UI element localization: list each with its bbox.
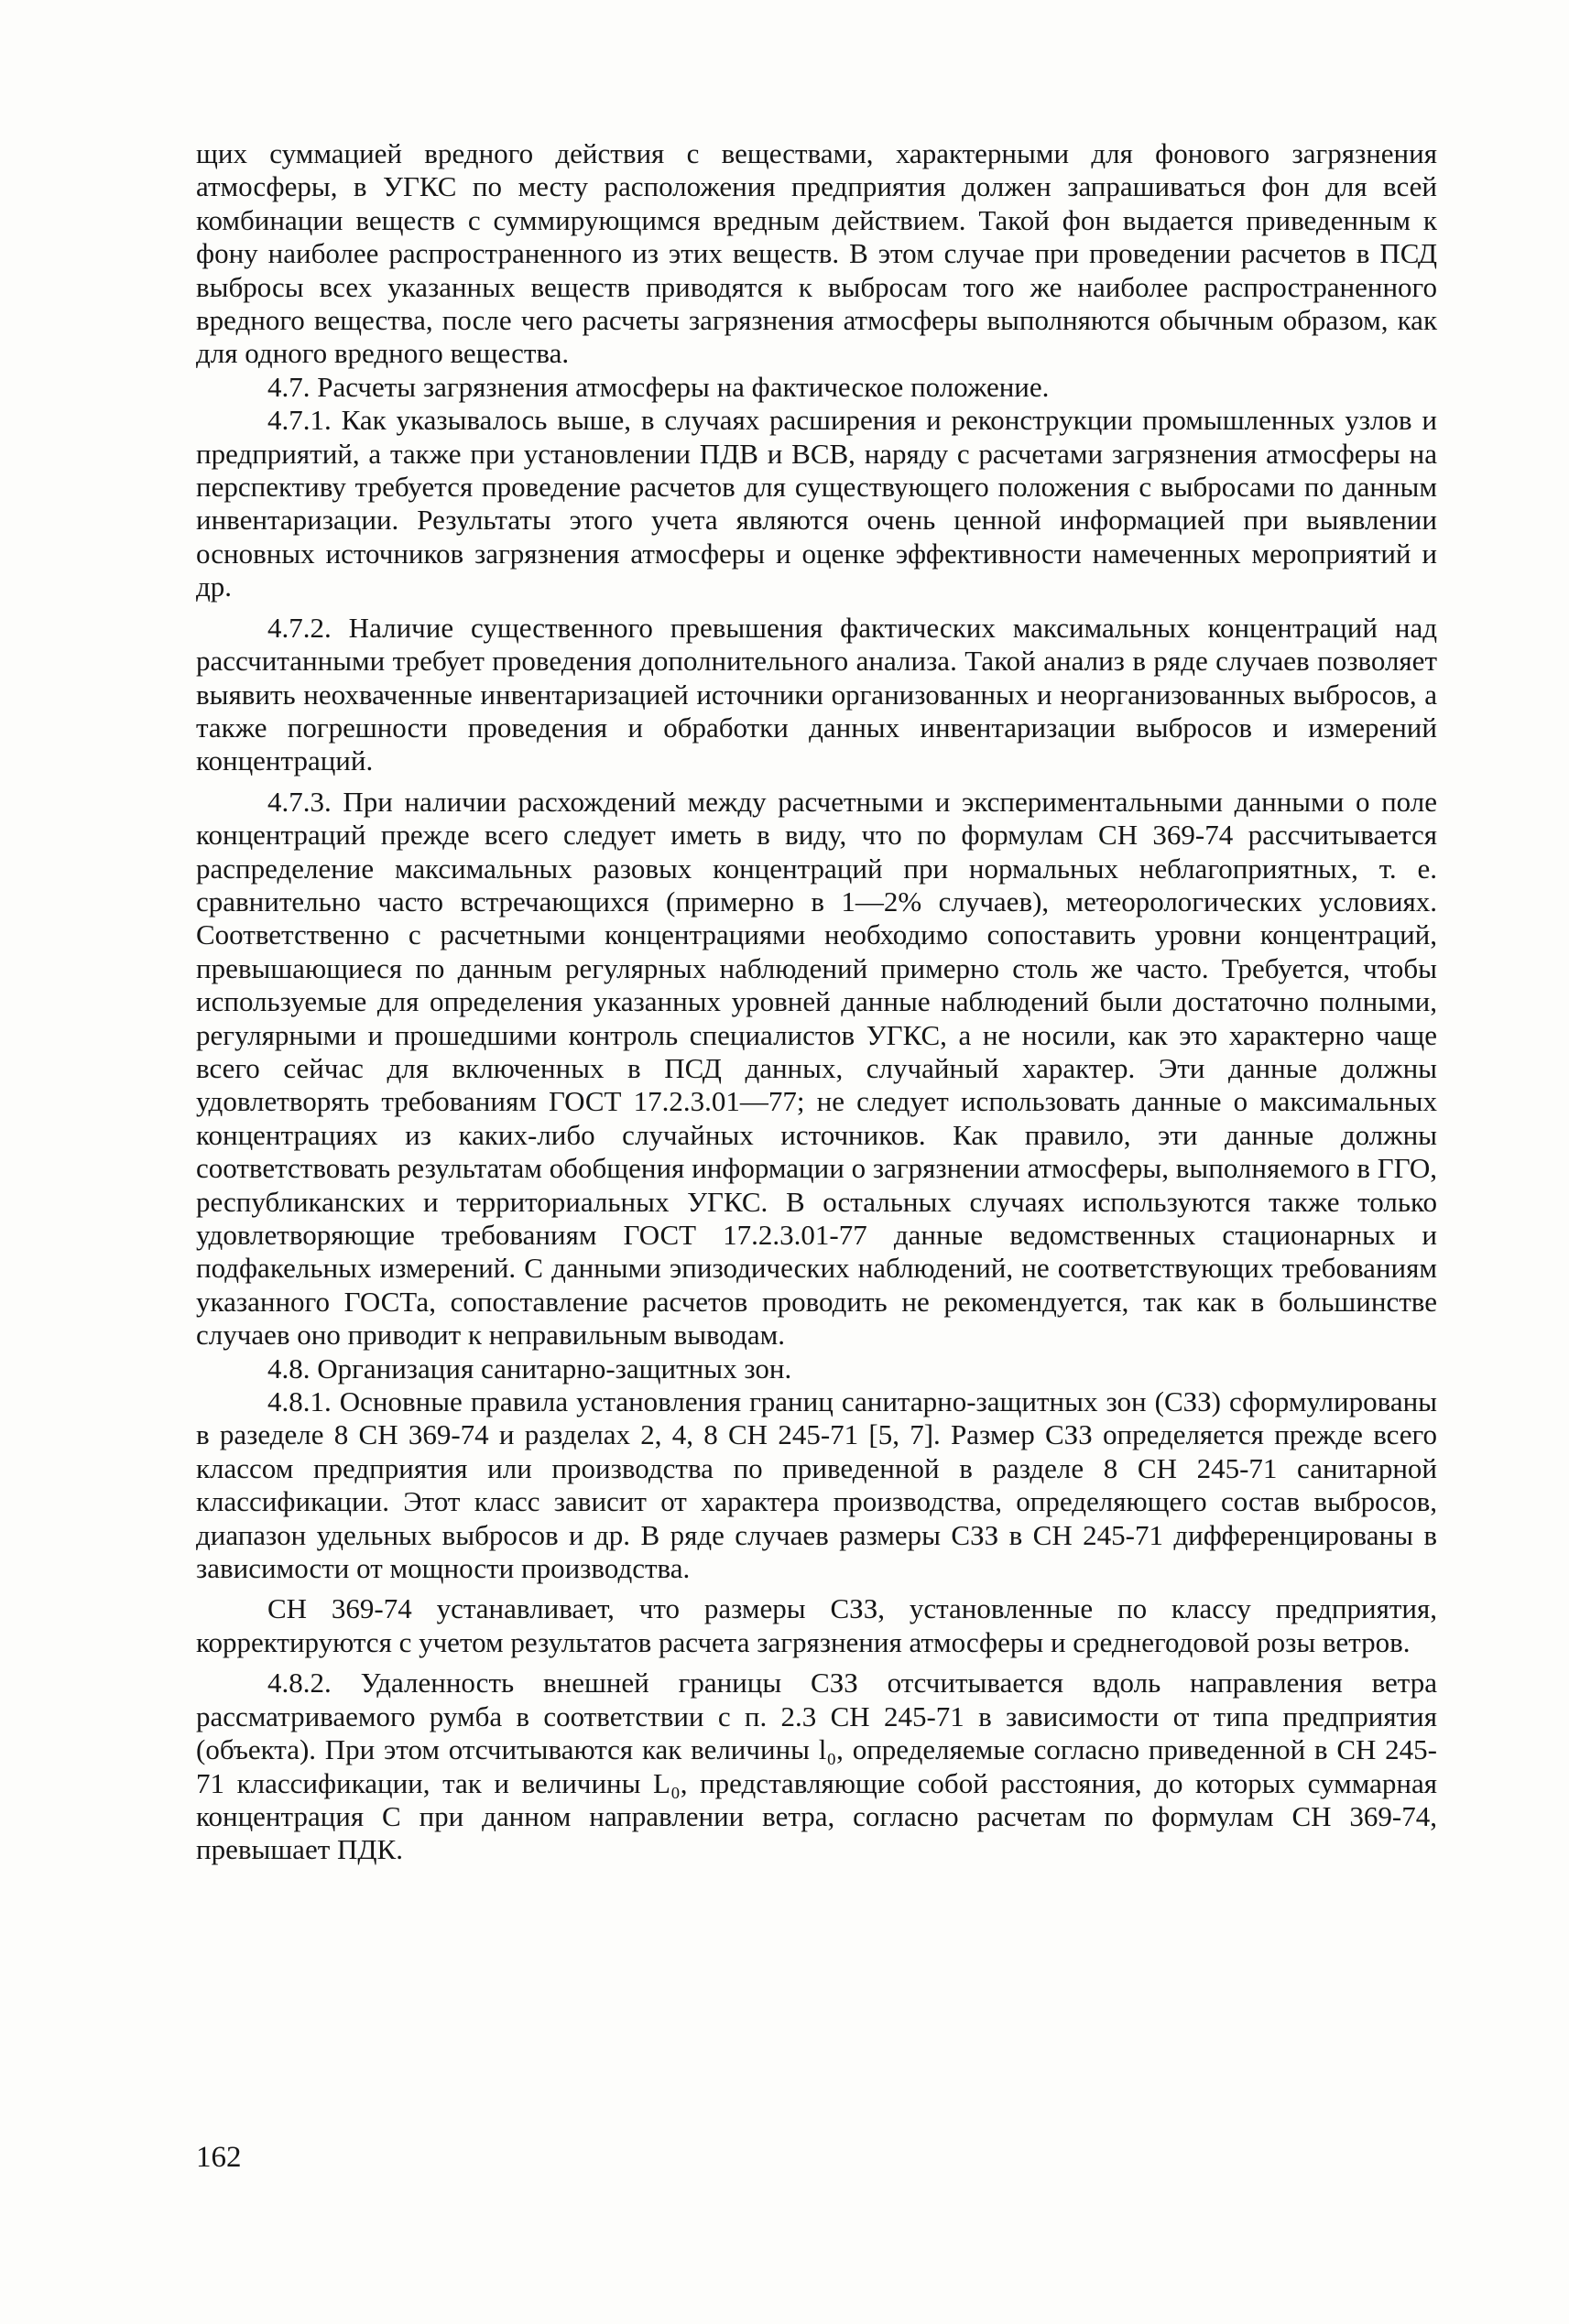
- paragraph-4-7-3: 4.7.3. При наличии расхождений между расчетными и экспериментальными данными о поле концентраций прежде всего следует иметь в виду, что по формулам СН 369-74 рассчитывается распределение максимальных разовых концентраций при нормальных неблагоприятных, т. е. сравнительно часто встречающихся (примерно в 1—2% случаев), метеорологических условиях. Соответственно с расчетными концентрациями необходимо сопоставить уровни концентраций, превышающиеся по данным регулярных наблюдений примерно столь же часто. Требуется, чтобы используемые для определения указанных уровней данные наблюдений были достаточно полными, регулярными и прошедшими контроль специалистов УГКС, а не носили, как это характерно чаще всего сейчас для включенных в ПСД данных, случайный характер. Эти данные должны удовлетворять требованиям ГОСТ 17.2.3.01—77; не следует использовать данные о максимальных концентрациях из каких-либо случайных источников. Как правило, эти данные должны соответствовать результатам обобщения информации о загрязнении атмосферы, выполняемого в ГГО, республиканских и территориальных УГКС. В остальных случаях используются также только удовлетворяющие требованиям ГОСТ 17.2.3.01-77 данные ведомственных стационарных и подфакельных измерений. С данными эпизодических наблюдений, не соответствующих требованиям указанного ГОСТа, сопоставление расчетов проводить не рекомендуется, так как в большинстве случаев оно приводит к неправильным выводам.: [196, 785, 1437, 1352]
- paragraph-4-7-2: 4.7.2. Наличие существенного превышения фактических максимальных концентраций над рассчитанными требует проведения дополнительного анализа. Такой анализ в ряде случаев позволяет выявить неохваченные инвентаризацией источники организованных и неорганизованных выбросов, а также погрешности проведения и обработки данных инвентаризации выбросов и измерений концентраций.: [196, 611, 1437, 777]
- paragraph-4-7-1: 4.7.1. Как указывалось выше, в случаях расширения и реконструкции промышленных узлов и предприятий, а также при установлении ПДВ и ВСВ, наряду с расчетами загрязнения атмосферы на перспективу требуется проведение расчетов для существующего положения с выбросами по данным инвентаризации. Результаты этого учета являются очень ценной информацией при выявлении основных источников загрязнения атмосферы и оценке эффективности намеченных мероприятий и др.: [196, 404, 1437, 603]
- paragraph-4-8-2: 4.8.2. Удаленность внешней границы СЗЗ отсчитывается вдоль направления ветра рассматриваемого румба в соответствии с п. 2.3 СН 245-71 в зависимости от типа предприятия (объекта). При этом отсчитываются как величины l₀, определяемые согласно приведенной в СН 245-71 классификации, так и величины L₀, представляющие собой расстояния, до которых суммарная концентрация C при данном направлении ветра, согласно расчетам по формулам СН 369-74, превышает ПДК.: [196, 1667, 1437, 1866]
- paragraph-continuation: щих суммацией вредного действия с веществами, характерными для фонового загрязнения атмосферы, в УГКС по месту расположения предприятия должен запрашиваться фон для всей комбинации веществ с суммирующимся вредным действием. Такой фон выдается приведенным к фону наиболее распространенного из этих веществ. В этом случае при проведении расчетов в ПСД выбросы всех указанных веществ приводятся к выбросам того же наиболее распространенного вредного вещества, после чего расчеты загрязнения атмосферы выполняются обычным образом, как для одного вредного вещества.: [196, 137, 1437, 370]
- page-number: 162: [196, 2141, 242, 2174]
- paragraph-sn-369-74: СН 369-74 устанавливает, что размеры СЗЗ, установленные по классу предприятия, корректируются с учетом результатов расчета загрязнения атмосферы и среднегодовой розы ветров.: [196, 1592, 1437, 1658]
- paragraph-4-8-1: 4.8.1. Основные правила установления границ санитарно-защитных зон (СЗЗ) сформулированы в разеделе 8 СН 369-74 и разделах 2, 4, 8 СН 245-71 [5, 7]. Размер СЗЗ определяется прежде всего классом предприятия или производства по приведенной в разделе 8 СН 245-71 санитарной классификации. Этот класс зависит от характера производства, определяющего состав выбросов, диапазон удельных выбросов и др. В ряде случаев размеры СЗЗ в СН 245-71 дифференцированы в зависимости от мощности производства.: [196, 1385, 1437, 1585]
- body-text: [196, 137, 1437, 1867]
- section-heading-4-8: 4.8. Организация санитарно-защитных зон.: [267, 1352, 792, 1385]
- section-heading-4-7: 4.7. Расчеты загрязнения атмосферы на фактическое положение.: [267, 370, 1050, 403]
